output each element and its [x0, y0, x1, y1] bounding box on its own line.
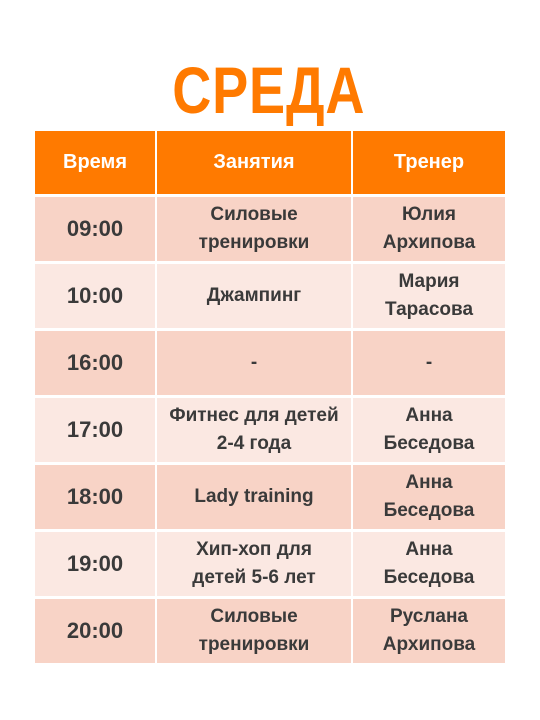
table-row — [35, 531, 505, 598]
coach-line: Руслана — [389, 606, 468, 627]
coach-line: Анна — [405, 405, 453, 426]
activity-line: тренировки — [198, 232, 310, 253]
coach-line: Архипова — [382, 232, 476, 253]
table-row — [35, 263, 505, 330]
table-header-row — [35, 131, 505, 196]
schedule-table — [35, 131, 505, 663]
activity-cell — [156, 531, 352, 598]
time-cell: 17:00 — [35, 397, 156, 464]
table-row — [35, 397, 505, 464]
coach-line: Беседова — [383, 567, 475, 588]
table-row — [35, 196, 505, 263]
coach-cell — [352, 330, 505, 397]
table-row — [35, 598, 505, 664]
activity-line: 2-4 года — [216, 433, 292, 454]
coach-cell — [352, 531, 505, 598]
coach-cell — [352, 397, 505, 464]
coach-line: Юлия — [402, 204, 456, 225]
activity-cell — [156, 397, 352, 464]
activity-line: Джампинг — [206, 285, 302, 306]
header-activity: Занятия — [156, 131, 352, 196]
activity-line: Фитнес для детей — [169, 405, 339, 426]
coach-cell — [352, 464, 505, 531]
table-row — [35, 464, 505, 531]
time-cell: 19:00 — [35, 531, 156, 598]
activity-cell — [156, 330, 352, 397]
activity-line: Силовые — [210, 204, 298, 225]
page-title: СРЕДА — [172, 53, 366, 127]
coach-line: Мария — [398, 271, 460, 292]
activity-line: Хип-хоп для — [196, 539, 312, 560]
header-time: Время — [35, 131, 156, 196]
time-cell: 16:00 — [35, 330, 156, 397]
activity-line: - — [250, 352, 258, 373]
coach-line: Беседова — [383, 433, 475, 454]
coach-cell — [352, 263, 505, 330]
coach-line: Тарасова — [384, 299, 474, 320]
activity-cell — [156, 263, 352, 330]
time-cell: 18:00 — [35, 464, 156, 531]
coach-line: Анна — [405, 472, 453, 493]
activity-line: детей 5-6 лет — [192, 567, 316, 588]
table-row — [35, 330, 505, 397]
activity-line: Силовые — [210, 606, 298, 627]
time-cell: 10:00 — [35, 263, 156, 330]
activity-cell — [156, 598, 352, 664]
coach-cell — [352, 196, 505, 263]
activity-cell — [156, 464, 352, 531]
coach-line: - — [425, 352, 433, 373]
activity-line: Lady training — [194, 486, 314, 507]
activity-line: тренировки — [198, 634, 310, 655]
time-cell: 09:00 — [35, 196, 156, 263]
coach-line: Беседова — [383, 500, 475, 521]
coach-cell — [352, 598, 505, 664]
coach-line: Архипова — [382, 634, 476, 655]
coach-line: Анна — [405, 539, 453, 560]
activity-cell — [156, 196, 352, 263]
header-coach: Тренер — [352, 131, 505, 196]
time-cell: 20:00 — [35, 598, 156, 664]
